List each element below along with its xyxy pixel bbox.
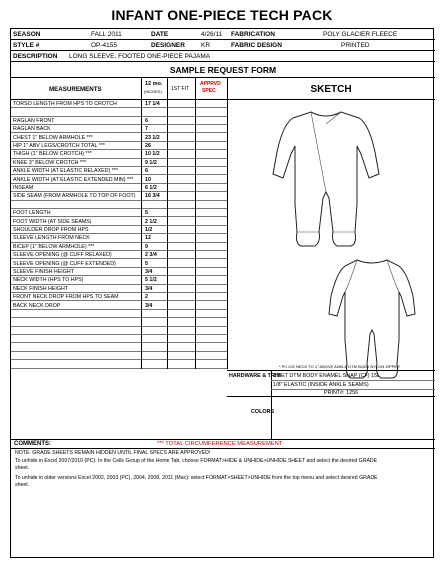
measurement-label: SLEEVE FINISH HEIGHT [13,269,74,275]
measurement-value: 7 [145,126,148,133]
measurement-value: 2 3/4 [145,252,157,259]
measurement-label: SLEEVE OPENING (@ CUFF RELAXED) [13,252,112,259]
measurement-label: TORSO LENGTH FROM HPS TO CROTCH [13,101,117,107]
form-title-row [11,62,435,78]
designer-label: DESIGNER [151,42,185,49]
hardware-divider [227,370,435,371]
measurement-label: BACK NECK DROP [13,302,61,309]
measurement-label: HIP 1" ABV LEGS/CROTCH TOTAL *** [13,143,105,149]
hardware-label: HARDWARE & TRIM [229,373,281,379]
hardware-line-2: 1/8" ELASTIC (INSIDE ANKLE SEAMS) [273,382,369,388]
hardware-rule-1 [271,380,435,381]
description-label: DESCRIPTION [13,53,58,60]
col-divider-2 [167,78,168,369]
season-value: FALL 2011 [91,31,122,38]
measurement-label: SIDE SEAM (FROM ARMHOLE TO TOP OF FOOT) [13,193,136,200]
notes-divider [11,448,435,449]
measurement-value: 17 1/4 [145,101,160,107]
fabrication-value: POLY GLACIER FLEECE [323,31,398,38]
excel-older-instructions-end: sheet. [15,482,30,488]
approved-spec-header: SPEC [202,88,216,94]
measurement-value: 26 [145,143,151,149]
front-sketch [271,104,381,254]
measurement-value: 6 [145,117,148,124]
measurement-value: 9 1/2 [145,159,157,166]
first-fit-header: 1ST FIT [171,86,189,92]
measurement-value: 5 [145,260,148,267]
comments-label: COMMENTS: [14,441,51,447]
date-value: 4/26/11 [201,31,223,38]
description-value: LONG SLEEVE, FOOTED ONE-PIECE PAJAMA [69,53,211,60]
header-row-2 [11,40,435,51]
approved-header: APPRVD [200,81,221,87]
col-divider-3 [195,78,196,369]
sketch-header: SKETCH [227,78,435,100]
excel-2007-instructions-end: sheet. [15,465,30,471]
measurement-value: 12 [145,235,151,242]
measurement-label: ANKLE WIDTH (AT ELASTIC RELAXED) *** [13,168,118,175]
form-title: SAMPLE REQUEST FORM [169,65,277,75]
measurement-value: 2 [145,294,148,301]
measurement-value: 16 3/4 [145,193,160,200]
measurement-label: NECK WIDTH (HPS TO HPS) [13,277,84,284]
measurement-label: RAGLAN BACK [13,126,51,133]
measurement-label: INSEAM [13,185,34,191]
style-value: OP-4155 [91,42,118,49]
circumference-note: *** TOTAL CIRCUMFERENCE MEASUREMENT [157,441,283,447]
colors-divider [227,396,435,397]
zipper-note: * PC ICE NECK TO 1" ABOVE ANKLE DTM BODY NYLON ZIPPER [279,364,400,369]
header-row-3 [11,51,435,62]
measurement-value: 6 1/2 [145,185,157,191]
measurement-label: ANKLE WIDTH (AT ELASTIC EXTENDED MIN) *** [13,176,134,183]
fabrication-label: FABRICATION [231,31,275,38]
measurement-value: 3/4 [145,302,153,309]
colors-label: COLORS [251,409,275,415]
measurement-value: 3/4 [145,269,153,275]
excel-2007-instructions: To unhide in Excel 2007/2010 (PC): In the Cells Group of the Home Tab, choose FORMAT>HIDE & UNHIDE>UNHIDE SHEET and select the desired GRADE [15,458,378,464]
measurement-value: 5 [145,210,148,217]
measurement-label: SLEEVE LENGTH FROM NECK [13,235,90,242]
measurement-value: 3/4 [145,285,153,292]
measurement-label: RAGLAN FRONT [13,117,55,124]
measurement-value: 1/2 [145,227,153,233]
grade-note: NOTE: GRADE SHEETS REMAIN HIDDEN UNTIL FINAL SPECS ARE APPROVED! [15,450,211,456]
page-title: INFANT ONE-PIECE TECH PACK [111,7,333,23]
hardware-line-3: PRINT#: 1256 [324,390,359,396]
header-row-1 [11,29,435,40]
measurement-label: CHEST 1" BELOW ARMHOLE *** [13,134,93,141]
fabric-design-label: FABRIC DESIGN [231,42,282,49]
hardware-line-1: 1 SET DTM BODY ENAMEL SNAP (CF) 15L [273,373,381,379]
measurement-label: FOOT WIDTH (AT SIDE SEAMS) [13,218,92,225]
measurement-value: 10 [145,176,151,183]
tech-pack-sheet [10,28,434,558]
measurements-header: MEASUREMENTS [49,86,102,93]
measurement-value: 2 1/2 [145,218,157,225]
date-label: DATE [151,31,169,38]
measurement-label: FOOT LENGTH [13,210,51,217]
style-label: STYLE # [13,42,40,49]
size-header: 12 mo. [145,81,163,87]
measurement-label: THIGH (1" BELOW CROTCH) *** [13,151,92,158]
season-label: SEASON [13,31,41,38]
measurement-label: NECK FINISH HEIGHT [13,285,69,292]
col-divider-1 [141,78,142,369]
measurement-label: BICEP (1" BELOW ARMHOLE) *** [13,243,95,250]
excel-older-instructions: To unhide in older versions Excel 2002, 2003 (PC), 2004, 2008, 2011 (Mac): select FORMAT>SHEET>UNHIDE from the top menu and select desired GRADE [15,475,378,481]
measurement-value: 10 1/2 [145,151,160,158]
measurement-label: SLEEVE OPENING (@ CUFF EXTENDED) [13,260,116,267]
measurement-label: KNEE 3" BELOW CROTCH *** [13,159,87,166]
comments-divider [11,439,435,440]
designer-value: KR [201,42,211,49]
measurement-value: 5 1/2 [145,277,157,284]
fabric-design-value: PRINTED [341,42,370,49]
size-unit: (INCHES) [144,89,162,94]
col-divider-4 [227,78,228,369]
measurement-label: SHOULDER DROP FROM HPS [13,227,89,233]
measurement-value: 6 [145,168,148,175]
measurement-value: 23 1/2 [145,134,160,141]
measurement-label: FRONT NECK DROP FROM HPS TO SEAM [13,294,119,301]
measurement-value: 9 [145,243,148,250]
